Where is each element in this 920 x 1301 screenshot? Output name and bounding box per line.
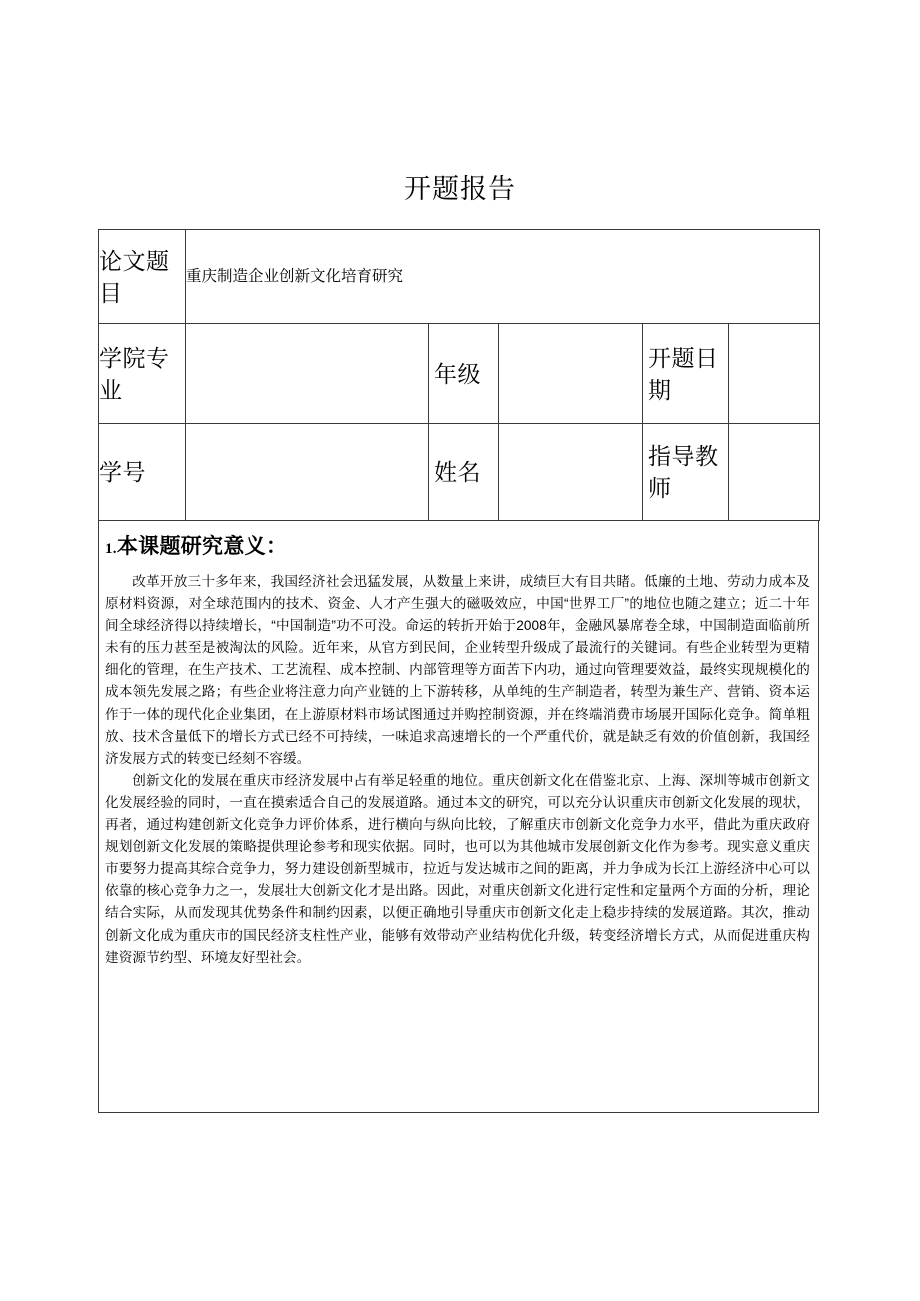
section-number: 1. bbox=[105, 541, 117, 557]
value-student-id[interactable] bbox=[186, 424, 429, 521]
table-row bbox=[99, 230, 820, 324]
label-thesis-title: 论文题目 bbox=[99, 230, 186, 324]
page-title: 开题报告 bbox=[404, 174, 516, 204]
thesis-info-table bbox=[98, 229, 820, 521]
value-college-major[interactable] bbox=[186, 324, 429, 424]
value-thesis-title[interactable]: 重庆制造企业创新文化培育研究 bbox=[186, 230, 820, 324]
table-row bbox=[99, 324, 820, 424]
label-grade: 年级 bbox=[429, 324, 499, 424]
value-grade[interactable] bbox=[499, 324, 643, 424]
section-heading-text: 本课题研究意义： bbox=[116, 535, 288, 558]
paragraph-2: 创新文化的发展在重庆市经济发展中占有举足轻重的地位。重庆创新文化在借鉴北京、上海、深圳等城市创新文化发展经验的同时，一直在摸索适合自己的发展道路。通过本文的研究，可以充分认识重庆市创新文化发展的现状，再者，通过构建创新文化竞争力评价体系，进行横向与纵向比较，了解重庆市创新文化竞争力水平，借此为重庆政府规划创新文化发展的策略提供理论参考和现实依据。同时，也可以为其他城市发展创新文化作为参考。现实意义重庆市要努力提高其综合竞争力，努力建设创新型城市，拉近与发达城市之间的距离，并力争成为长江上游经济中心可以依靠的核心竞争力之一，发展壮大创新文化才是出路。因此，对重庆创新文化进行定性和定量两个方面的分析，理论结合实际，从而发现其优势条件和制约因素，以便正确地引导重庆市创新文化走上稳步持续的发展道路。其次，推动创新文化成为重庆市的国民经济支柱性产业，能够有效带动产业结构优化升级，转变经济增长方式，从而促进重庆构建资源节约型、环境友好型社会。 bbox=[105, 772, 810, 965]
label-advisor: 指导教师 bbox=[643, 424, 729, 521]
section-heading bbox=[105, 532, 810, 564]
value-student-name[interactable] bbox=[499, 424, 643, 521]
paragraph-1: 改革开放三十多年来，我国经济社会迅猛发展，从数量上来讲，成绩巨大有目共睹。低廉的土地、劳动力成本及原材料资源，对全球范围内的技术、资金、人才产生强大的磁吸效应，中国“世界工厂”的地位也随之建立；近二十年间全球经济得以持续增长，“中国制造”功不可没。命运的转折开始于2008年，金融风暴席卷全球，中国制造面临前所未有的压力甚至是被淘汰的风险。近年来，从官方到民间，企业转型升级成了最流行的关键词。有些企业转型为更精细化的管理，在生产技术、工艺流程、成本控制、内部管理等方面苦下内功，通过向管理要效益，最终实现规模化的成本领先发展之路；有些企业将注意力向产业链的上下游转移，从单纯的生产制造者，转型为兼生产、营销、资本运作于一体的现代化企业集团，在上游原材料市场试图通过并购控制资源，并在终端消费市场展开国际化竞争。简单粗放、技术含量低下的增长方式已经不可持续，一味追求高速增长的一个严重代价，就是缺乏有效的价值创新，我国经济发展方式的转变已经刻不容缓。 bbox=[105, 574, 810, 766]
label-student-name: 姓名 bbox=[429, 424, 499, 521]
label-proposal-date: 开题日期 bbox=[643, 324, 729, 424]
research-significance-section bbox=[98, 520, 819, 1113]
value-advisor[interactable] bbox=[729, 424, 820, 521]
value-proposal-date[interactable] bbox=[729, 324, 820, 424]
table-row bbox=[99, 424, 820, 521]
label-college-major: 学院专业 bbox=[99, 324, 186, 424]
label-student-id: 学号 bbox=[99, 424, 186, 521]
